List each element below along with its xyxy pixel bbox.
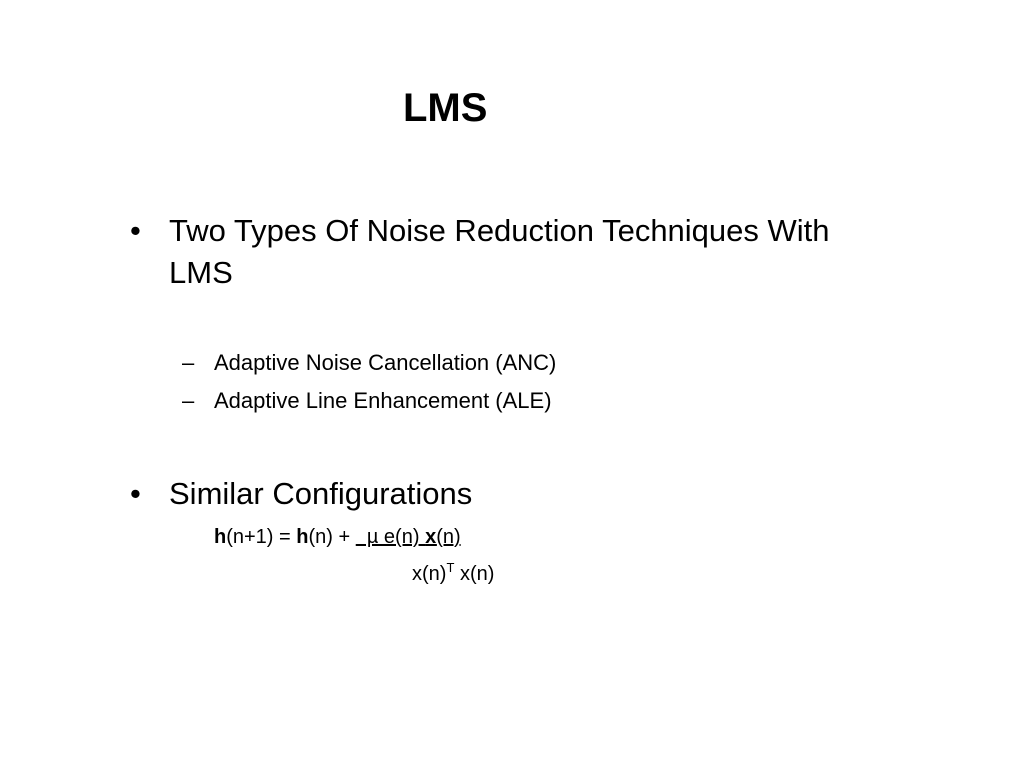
eq-mid: (n) + — [308, 526, 356, 548]
x-vector: x — [425, 526, 437, 548]
eq-numerator-pre: µ e(n) — [355, 526, 426, 548]
bullet-dot-icon: • — [130, 476, 141, 511]
eq-numerator-post: (n) — [436, 526, 461, 548]
transpose-superscript: T — [446, 560, 455, 575]
slide-title: LMS — [403, 86, 488, 130]
sub-bullet-text: Adaptive Line Enhancement (ALE) — [214, 388, 552, 413]
eq-lhs-rest: (n+1) = — [226, 526, 297, 548]
eq-denominator-pre: x(n) — [412, 563, 447, 585]
sub-bullet-text: Adaptive Noise Cancellation (ANC) — [214, 350, 557, 375]
h-vector: h — [214, 526, 227, 548]
lms-update-equation-denominator-line — [412, 561, 494, 587]
h-vector: h — [296, 526, 309, 548]
bullet-text-line-2: LMS — [169, 255, 233, 290]
dash-icon: – — [182, 388, 195, 413]
eq-denominator-post: x(n) — [454, 563, 495, 585]
bullet-text-line-1: Two Types Of Noise Reduction Techniques With — [169, 213, 830, 248]
bullet-dot-icon: • — [130, 213, 141, 248]
bullet-text-line-1: Similar Configurations — [169, 476, 473, 511]
eq-numerator — [356, 526, 461, 548]
dash-icon: – — [182, 350, 195, 375]
lms-update-equation-numerator-line — [214, 524, 461, 550]
